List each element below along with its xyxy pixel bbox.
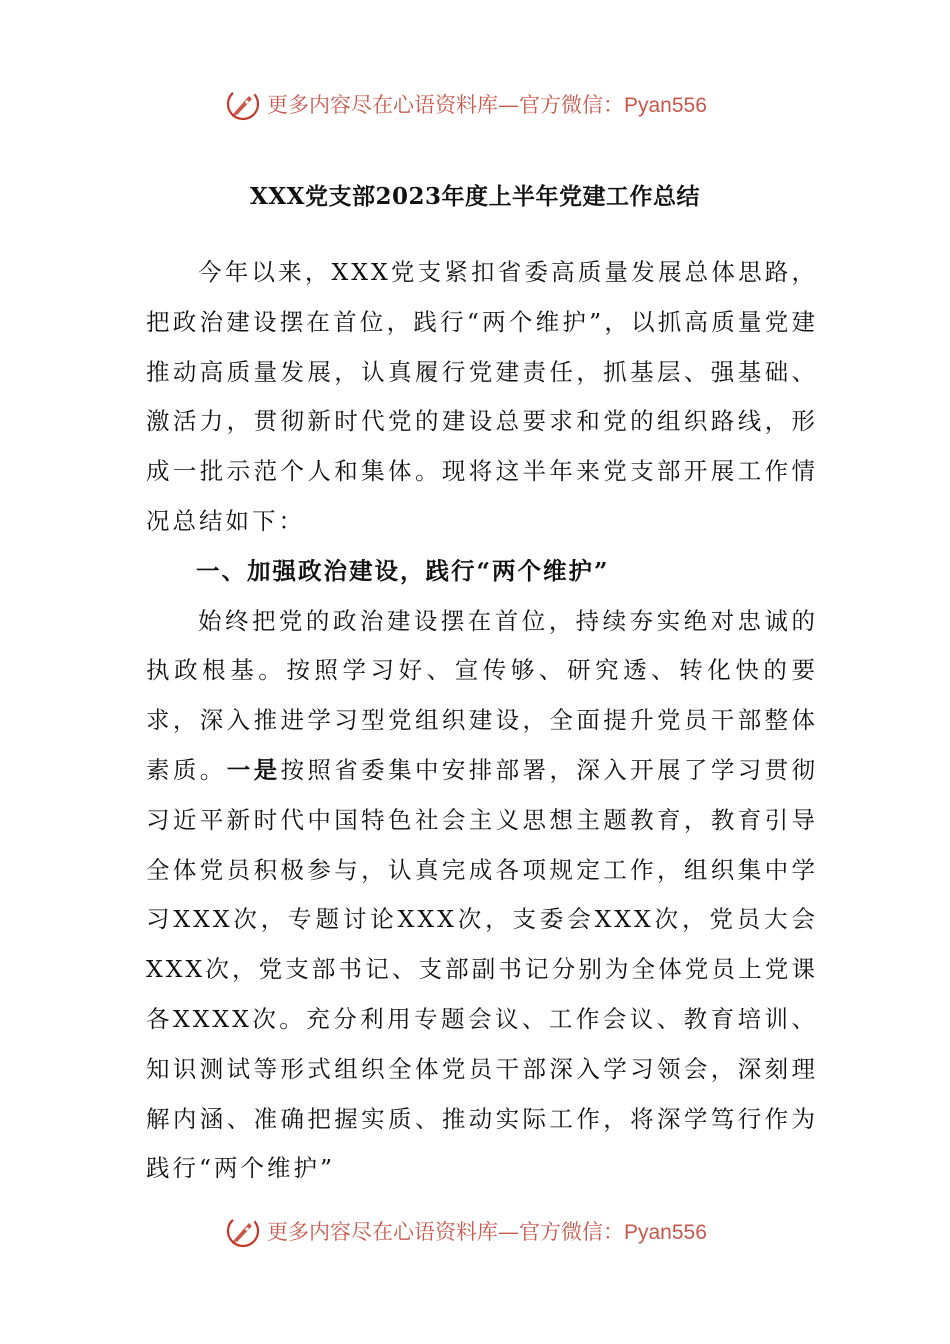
watermark-wechat-id: Pyan556 [624,1221,707,1244]
watermark-main-text: 更多内容尽在心语资料库—官方微信： [267,1220,624,1244]
document-title: XXX党支部2023年度上半年党建工作总结 [249,183,701,210]
watermark-main-text: 更多内容尽在心语资料库—官方微信： [267,93,624,117]
section1-paragraph-rest: 按照省委集中安排部署，深入开展了学习贯彻习近平新时代中国特色社会主义思想主题教育，教育引导全体党员积极参与，认真完成各项规定工作，组织集中学习XXX次，专题讨论XXX次，支委会XXX次，党员大会XXX次，党支部书记、支部副书记分别为全体党员上党课各XXXX次。充分利用专题会议、工作会议、教育培训、知识测试等形式组织全体党员干部深入学习领会，深刻理解内涵、准确把握实质、推动实际工作，将深学笃行作为践行“两个维护” [146,755,819,1183]
intro-paragraph: 今年以来，XXX党支紧扣省委高质量发展总体思路，把政治建设摆在首位，践行“两个维护”，以抓高质量党建推动高质量发展，认真履行党建责任，抓基层、强基础、激活力，贯彻新时代党的建设总要求和党的组织路线，形成一批示范个人和集体。现将这半年来党支部开展工作情况总结如下： [146,258,818,535]
watermark-text [267,89,707,119]
watermark-banner-top [225,84,745,124]
watermark-banner-bottom [225,1211,745,1251]
document-body [146,248,818,1194]
section1-paragraph [146,597,818,1195]
watermark-wechat-id: Pyan556 [624,94,707,117]
section1-bold-lead: 一是 [226,755,281,784]
watermark-text [267,1216,707,1246]
pen-nib-logo-icon [225,1213,261,1249]
pen-nib-logo-icon [225,86,261,122]
section1-paragraph-start: 始终把党的政治建设摆在首位，持续夯实绝对忠诚的执政根基。按照学习好、宣传够、研究透、转化快的要求，深入推进学习型党组织建设，全面提升党员干部整体素质。 [146,606,818,784]
section-heading-1: 一、加强政治建设，践行“两个维护” [196,556,610,585]
